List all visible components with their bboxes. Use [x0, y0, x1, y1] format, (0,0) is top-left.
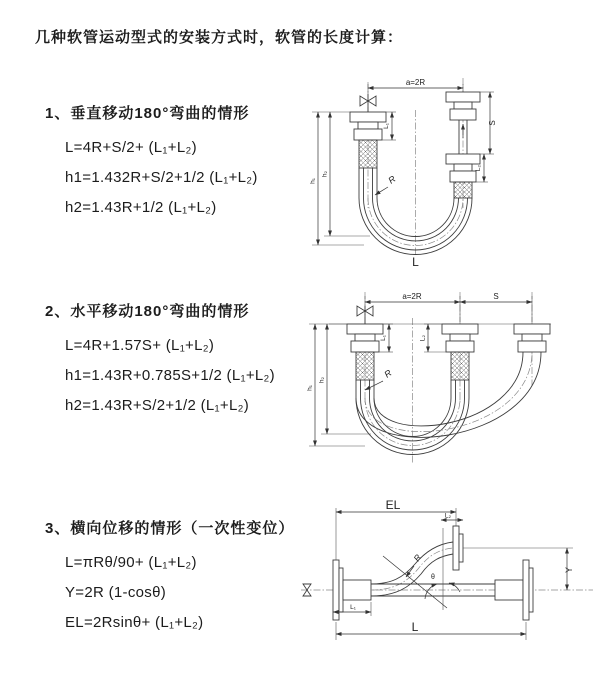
formula-line: EL=2Rsinθ+ (L₁+L₂): [65, 614, 204, 631]
dim-label-l1: L₁: [380, 335, 387, 341]
formula-line: h1=1.432R+S/2+1/2 (L₁+L₂): [65, 169, 258, 186]
dimension-s: [480, 92, 497, 154]
dimension-l2: [441, 513, 463, 521]
dim-label-l2: L₂: [419, 334, 427, 342]
dim-label-h2: h₂: [321, 170, 329, 178]
dim-label-s: S: [488, 120, 497, 126]
dim-label-l2: L₂: [444, 512, 452, 520]
dim-label-l1: L₁: [350, 604, 356, 611]
formula-line: h2=1.43R+S/2+1/2 (L₁+L₂): [65, 397, 250, 414]
radius-leader: [375, 173, 398, 195]
diagram-lateral-displacement: [295, 498, 600, 658]
section-3-heading: 3、横向位移的情形（一次性变位）: [45, 520, 295, 537]
diagram-horizontal-180-bend: [295, 278, 595, 478]
dim-label-s: S: [493, 292, 499, 301]
dimension-l: [336, 620, 526, 640]
section-1-heading: 1、垂直移动180°弯曲的情形: [45, 105, 250, 122]
dimension-el: [336, 498, 456, 560]
middle-pipe-fitting: [442, 324, 478, 398]
formula-line: L=4R+1.57S+ (L₁+L₂): [65, 337, 215, 354]
diagram-vertical-180-bend: [298, 66, 598, 271]
dim-label-l2: L₂: [475, 164, 482, 172]
formula-line: L=πRθ/90+ (L₁+L₂): [65, 554, 197, 571]
left-flange-fitting: [333, 560, 371, 620]
section-2-heading: 2、水平移动180°弯曲的情形: [45, 303, 250, 320]
formula-line: h2=1.43R+1/2 (L₁+L₂): [65, 199, 217, 216]
valve-icon: [357, 306, 373, 324]
section-horizontal-bend: [45, 300, 275, 421]
formula-line: Y=2R (1-cosθ): [65, 584, 167, 601]
valve-icon: [360, 94, 376, 112]
dim-label-l: L: [411, 620, 419, 634]
dim-label-h1: h₁: [309, 178, 317, 184]
section-lateral-displacement: [45, 517, 294, 638]
centerlines: [368, 78, 463, 256]
dim-label-y: Y: [564, 566, 574, 574]
dimension-a2r-s: [365, 292, 532, 322]
dim-label-h1: h₁: [306, 385, 314, 391]
section-vertical-bend: [45, 102, 258, 223]
hose-moved-position: [356, 352, 541, 437]
left-pipe-fitting: [347, 324, 383, 398]
upper-right-flange: [453, 526, 463, 570]
dim-label-theta: θ: [431, 574, 435, 581]
formula-line: L=4R+S/2+ (L₁+L₂): [65, 139, 197, 156]
angle-theta-construction: [383, 528, 460, 610]
page-title: 几种软管运动型式的安装方式时，软管的长度计算：: [35, 29, 404, 46]
dim-label-h2: h₂: [318, 376, 326, 384]
dim-label-r: R: [411, 552, 424, 564]
dim-label-l: L: [412, 255, 419, 269]
dim-label-r: R: [382, 367, 394, 380]
dim-label-l1: L₁: [383, 123, 390, 129]
dim-label-a2r: a=2R: [405, 78, 426, 87]
dim-label-el: EL: [385, 498, 401, 512]
formula-line: h1=1.43R+0.785S+1/2 (L₁+L₂): [65, 367, 275, 384]
moved-pipe-fitting: [514, 324, 550, 352]
dim-label-r: R: [386, 173, 398, 186]
dim-label-a2r: a=2R: [402, 292, 422, 301]
